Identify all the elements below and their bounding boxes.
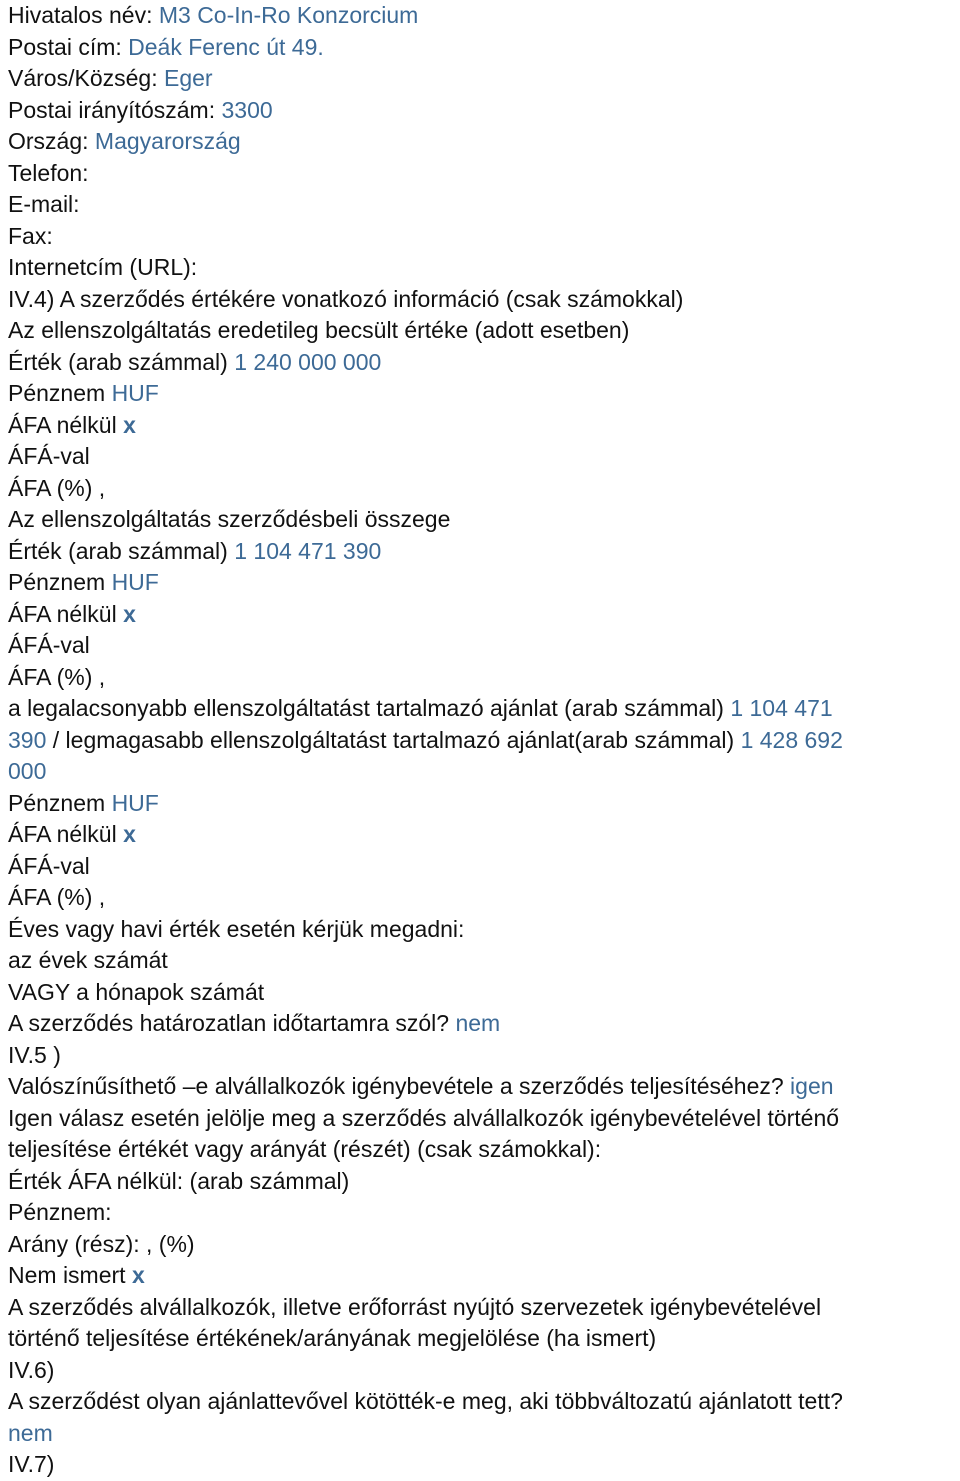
offer-range-line-1: a legalacsonyabb ellenszolgáltatást tartalmazó ajánlat (arab számmal) 1 104 471 bbox=[8, 695, 833, 721]
vat-percent-row: ÁFA (%) , bbox=[8, 884, 106, 910]
email-row: E-mail: bbox=[8, 191, 80, 217]
section-iv6-heading: IV.6) bbox=[8, 1356, 55, 1383]
vat-included-row: ÁFÁ-val bbox=[8, 443, 90, 469]
indefinite-term-row: A szerződés határozatlan időtartamra szól? nem bbox=[8, 1010, 501, 1036]
contract-value-row: Érték (arab számmal) 1 104 471 390 bbox=[8, 537, 382, 564]
vat-percent-row: ÁFA (%) , bbox=[8, 663, 106, 690]
currency-row: Pénznem HUF bbox=[8, 789, 159, 816]
vat-excluded-mark: x bbox=[123, 411, 136, 438]
city-row: Város/Község: Eger bbox=[8, 65, 213, 91]
vat-included-row: ÁFÁ-val bbox=[8, 852, 90, 879]
vat-excluded-mark: x bbox=[123, 600, 136, 627]
postal-address-value: Deák Ferenc út 49. bbox=[128, 33, 324, 60]
section-iv7-heading: IV.7) bbox=[8, 1451, 55, 1477]
official-name-row: Hivatalos név: M3 Co-In-Ro Konzorcium bbox=[8, 2, 419, 28]
estimated-value-heading: Az ellenszolgáltatás eredetileg becsült értéke (adott esetben) bbox=[8, 317, 630, 343]
section-iv4-heading: IV.4) A szerződés értékére vonatkozó információ (csak számokkal) bbox=[8, 285, 684, 312]
phone-row: Telefon: bbox=[8, 159, 89, 186]
currency-value: HUF bbox=[111, 569, 159, 595]
highest-offer-value-cont: 000 bbox=[8, 758, 47, 784]
fax-row: Fax: bbox=[8, 222, 53, 249]
months-row: VAGY a hónapok számát bbox=[8, 978, 265, 1005]
subcontractor-instruction-2: teljesítése értékét vagy arányát (részét) (csak számokkal): bbox=[8, 1136, 602, 1162]
subcontractor-instruction-1: Igen válasz esetén jelölje meg a szerződés alvállalkozók igénybevételével történő bbox=[8, 1104, 840, 1131]
estimated-value: 1 240 000 000 bbox=[234, 348, 382, 375]
subcontractor-question-row: Valószínűsíthető –e alvállalkozók igénybevétele a szerződés teljesítéséhez? igen bbox=[8, 1073, 834, 1099]
vat-excluded-mark: x bbox=[123, 821, 136, 847]
country-value: Magyarország bbox=[94, 128, 241, 154]
currency-value: HUF bbox=[111, 380, 159, 406]
subcontract-value-row: Érték ÁFA nélkül: (arab számmal) bbox=[8, 1167, 350, 1194]
currency-value: HUF bbox=[111, 789, 159, 816]
country-row: Ország: Magyarország bbox=[8, 128, 241, 154]
subcontract-ratio-row: Arány (rész): , (%) bbox=[8, 1230, 195, 1257]
vat-percent-row: ÁFA (%) , bbox=[8, 474, 106, 501]
vat-excluded-row: ÁFA nélkül x bbox=[8, 600, 136, 627]
subcontract-note-1: A szerződés alvállalkozók, illetve erőforrást nyújtó szervezetek igénybevételével bbox=[8, 1293, 822, 1320]
postal-address-row: Postai cím: Deák Ferenc út 49. bbox=[8, 33, 324, 60]
lowest-offer-value: 1 104 471 bbox=[730, 695, 833, 721]
section-iv5-heading: IV.5 ) bbox=[8, 1041, 61, 1068]
offer-range-line-3 bbox=[8, 756, 960, 788]
currency-row: Pénznem HUF bbox=[8, 380, 159, 406]
zip-value: 3300 bbox=[221, 96, 273, 123]
vat-included-row: ÁFÁ-val bbox=[8, 632, 90, 658]
offer-range-line-2: 390 / legmagasabb ellenszolgáltatást tartalmazó ajánlat(arab számmal) 1 428 692 bbox=[8, 726, 843, 753]
official-name-value: M3 Co-In-Ro Konzorcium bbox=[158, 2, 419, 28]
zip-row: Postai irányítószám: 3300 bbox=[8, 96, 273, 123]
estimated-value-row: Érték (arab számmal) 1 240 000 000 bbox=[8, 348, 382, 375]
vat-excluded-row: ÁFA nélkül x bbox=[8, 411, 136, 438]
vat-excluded-row: ÁFA nélkül x bbox=[8, 821, 136, 847]
indefinite-term-answer: nem bbox=[455, 1010, 501, 1036]
contract-value-heading: Az ellenszolgáltatás szerződésbeli összege bbox=[8, 506, 451, 532]
url-row: Internetcím (URL): bbox=[8, 254, 198, 280]
subcontractor-answer: igen bbox=[790, 1073, 834, 1099]
subcontract-currency-row: Pénznem: bbox=[8, 1199, 112, 1225]
highest-offer-value: 1 428 692 bbox=[740, 726, 843, 753]
variant-offer-answer: nem bbox=[8, 1419, 53, 1446]
years-row: az évek számát bbox=[8, 947, 168, 973]
city-value: Eger bbox=[163, 65, 213, 91]
annual-monthly-question: Éves vagy havi érték esetén kérjük megadni: bbox=[8, 915, 465, 942]
subcontract-note-2: történő teljesítése értékének/arányának megjelölése (ha ismert) bbox=[8, 1325, 657, 1351]
variant-offer-question: A szerződést olyan ajánlattevővel kötötték-e meg, aki többváltozatú ajánlatott tett? bbox=[8, 1388, 843, 1414]
not-known-mark: x bbox=[131, 1262, 145, 1288]
variant-offer-answer-row bbox=[8, 1418, 960, 1450]
contract-value: 1 104 471 390 bbox=[234, 537, 382, 564]
not-known-row: Nem ismert x bbox=[8, 1262, 145, 1288]
currency-row: Pénznem HUF bbox=[8, 569, 159, 595]
lowest-offer-value-cont: 390 bbox=[8, 726, 47, 753]
